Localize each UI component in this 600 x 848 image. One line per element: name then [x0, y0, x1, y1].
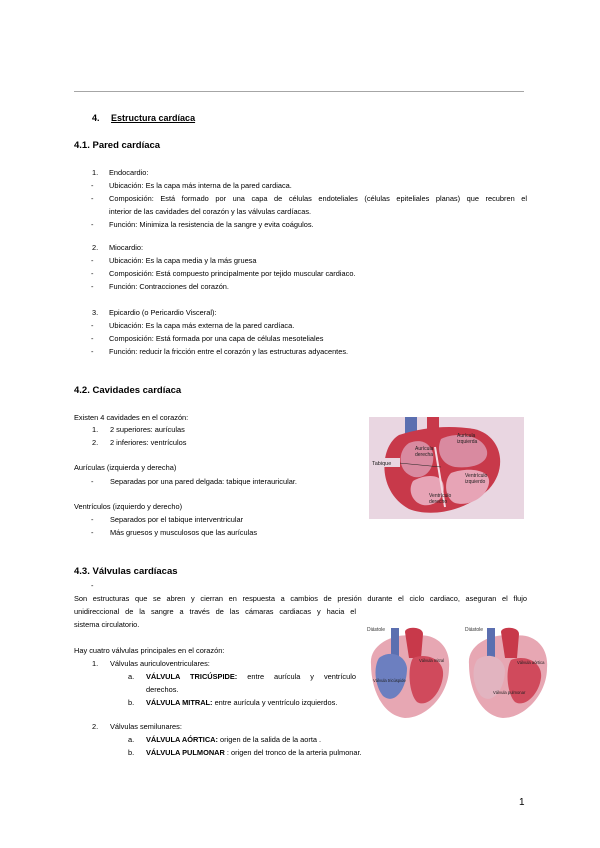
- bullet-line: Composición: Está formada por una capa de células mesoteliales: [109, 334, 324, 343]
- label-ven-der: Ventrículo derecho: [429, 493, 452, 505]
- heart-chambers-figure: [369, 417, 524, 519]
- group-name: Válvulas auriculoventriculares:: [110, 659, 210, 668]
- bullet-line: Composición: Está formado por una capa de células endoteliales (células epiteliales planas) que recubren el: [109, 194, 527, 203]
- valves-intro: Hay cuatro válvulas principales en el corazón:: [74, 646, 225, 655]
- bullet-line: Más gruesos y musculosos que las aurículas: [110, 528, 258, 537]
- heart-valves-figure: [365, 624, 553, 720]
- list-letter: a.: [128, 672, 135, 681]
- layer-name: Epicardio (o Pericardio Visceral):: [109, 308, 217, 317]
- label-aur-der: Aurícula derecha: [415, 446, 434, 458]
- label-aortica: Válvula aórtica: [517, 660, 545, 665]
- section-heading: [92, 113, 195, 123]
- list-number: 3.: [92, 308, 99, 317]
- bullet-line: Ubicación: Es la capa más externa de la pared cardíaca.: [109, 321, 295, 330]
- bullet-dash: -: [91, 515, 94, 524]
- list-letter: a.: [128, 735, 135, 744]
- valves-paragraph-line2: unidireccional de la sangre a través de las cámaras cardiacas y hacia el: [74, 607, 356, 616]
- label-aur-izq: Aurícula izquierda: [457, 433, 478, 445]
- bullet-dash: -: [91, 528, 94, 537]
- bullet-line: Función: Contracciones del corazón.: [109, 282, 229, 291]
- valves-paragraph-line1: Son estructuras que se abren y cierran en respuesta a cambios de presión durante el ciclo cardiaco, aseguran el flujo: [74, 594, 527, 603]
- valve-item: VÁLVULA MITRAL: entre aurícula y ventrículo izquierdos.: [146, 698, 338, 707]
- label-diastole-left: Diástole: [367, 627, 386, 633]
- list-number: 1.: [92, 425, 99, 434]
- ventricles-title: Ventrículos (izquierdo y derecho): [74, 502, 183, 511]
- subsection-title-4-3: 4.3. Válvulas cardíacas: [74, 566, 178, 577]
- list-item: 2 inferiores: ventrículos: [110, 438, 187, 447]
- list-number: 2.: [92, 243, 99, 252]
- label-ven-izq: Ventrículo izquierdo: [465, 473, 488, 485]
- layer-name: Endocardio:: [109, 168, 149, 177]
- header-rule: [74, 91, 524, 92]
- valve-item: VÁLVULA PULMONAR : origen del tronco de la arteria pulmonar.: [146, 748, 362, 757]
- bullet-dash: -: [91, 181, 94, 190]
- section-title: Estructura cardíaca: [111, 113, 196, 123]
- label-tricuspide: Válvula tricúspide: [373, 678, 406, 683]
- list-item: 2 superiores: aurículas: [110, 425, 185, 434]
- cavities-intro: Existen 4 cavidades en el corazón:: [74, 413, 189, 422]
- bullet-dash: -: [91, 282, 94, 291]
- bullet-line-cont: interior de las cavidades del corazón y las válvulas cardíacas.: [109, 207, 312, 216]
- bullet-line: Función: reducir la fricción entre el corazón y las estructuras adyacentes.: [109, 347, 349, 356]
- valve-item-cont: derechos.: [146, 685, 179, 694]
- bullet-dash: -: [91, 477, 94, 486]
- vessel-blue: [391, 628, 399, 658]
- list-number: 2.: [92, 438, 99, 447]
- bullet-dash: -: [91, 347, 94, 356]
- bullet-line: Función: Minimiza la resistencia de la sangre y evita coágulos.: [109, 220, 314, 229]
- bullet-line: Composición: Está compuesto principalmente por tejido muscular cardiaco.: [109, 269, 356, 278]
- bullet-dash: -: [91, 194, 94, 203]
- bullet-line: Separados por el tabique interventricular: [110, 515, 244, 524]
- bullet-dash: -: [91, 269, 94, 278]
- section-number: 4.: [92, 113, 100, 123]
- valve-item: VÁLVULA AÓRTICA: origen de la salida de la aorta .: [146, 735, 322, 744]
- layer-name: Miocardio:: [109, 243, 144, 252]
- bullet-dash: -: [91, 220, 94, 229]
- bullet-dash: -: [91, 256, 94, 265]
- list-letter: b.: [128, 748, 135, 757]
- label-diastole-right: Diástole: [465, 627, 484, 633]
- atria-title: Aurículas (izquierda y derecha): [74, 463, 177, 472]
- subsection-title-4-1: 4.1. Pared cardíaca: [74, 140, 161, 151]
- label-pulmonar: Válvula pulmonar: [493, 690, 526, 695]
- subsection-title-4-2: 4.2. Cavidades cardíaca: [74, 385, 182, 396]
- valve-item: VÁLVULA TRICÚSPIDE: entre aurícula y ventrículo: [146, 672, 356, 681]
- vessel-blue-right: [487, 628, 495, 658]
- group-name: Válvulas semilunares:: [110, 722, 182, 731]
- list-number: 1.: [92, 659, 99, 668]
- bullet-dash: -: [91, 321, 94, 330]
- valves-paragraph-line3: sistema circulatorio.: [74, 620, 140, 629]
- list-letter: b.: [128, 698, 135, 707]
- list-number: 1.: [92, 168, 99, 177]
- label-tabique: Tabique: [372, 461, 392, 467]
- bullet-line: Separadas por una pared delgada: tabique interauricular.: [110, 477, 297, 486]
- label-mitral: Válvula mitral: [419, 658, 445, 663]
- dash-marker: -: [91, 581, 94, 590]
- bullet-line: Ubicación: Es la capa media y la más gruesa: [109, 256, 257, 265]
- bullet-dash: -: [91, 334, 94, 343]
- bullet-line: Ubicación: Es la capa más interna de la pared cardiaca.: [109, 181, 292, 190]
- page-number: 1: [519, 797, 525, 808]
- list-number: 2.: [92, 722, 99, 731]
